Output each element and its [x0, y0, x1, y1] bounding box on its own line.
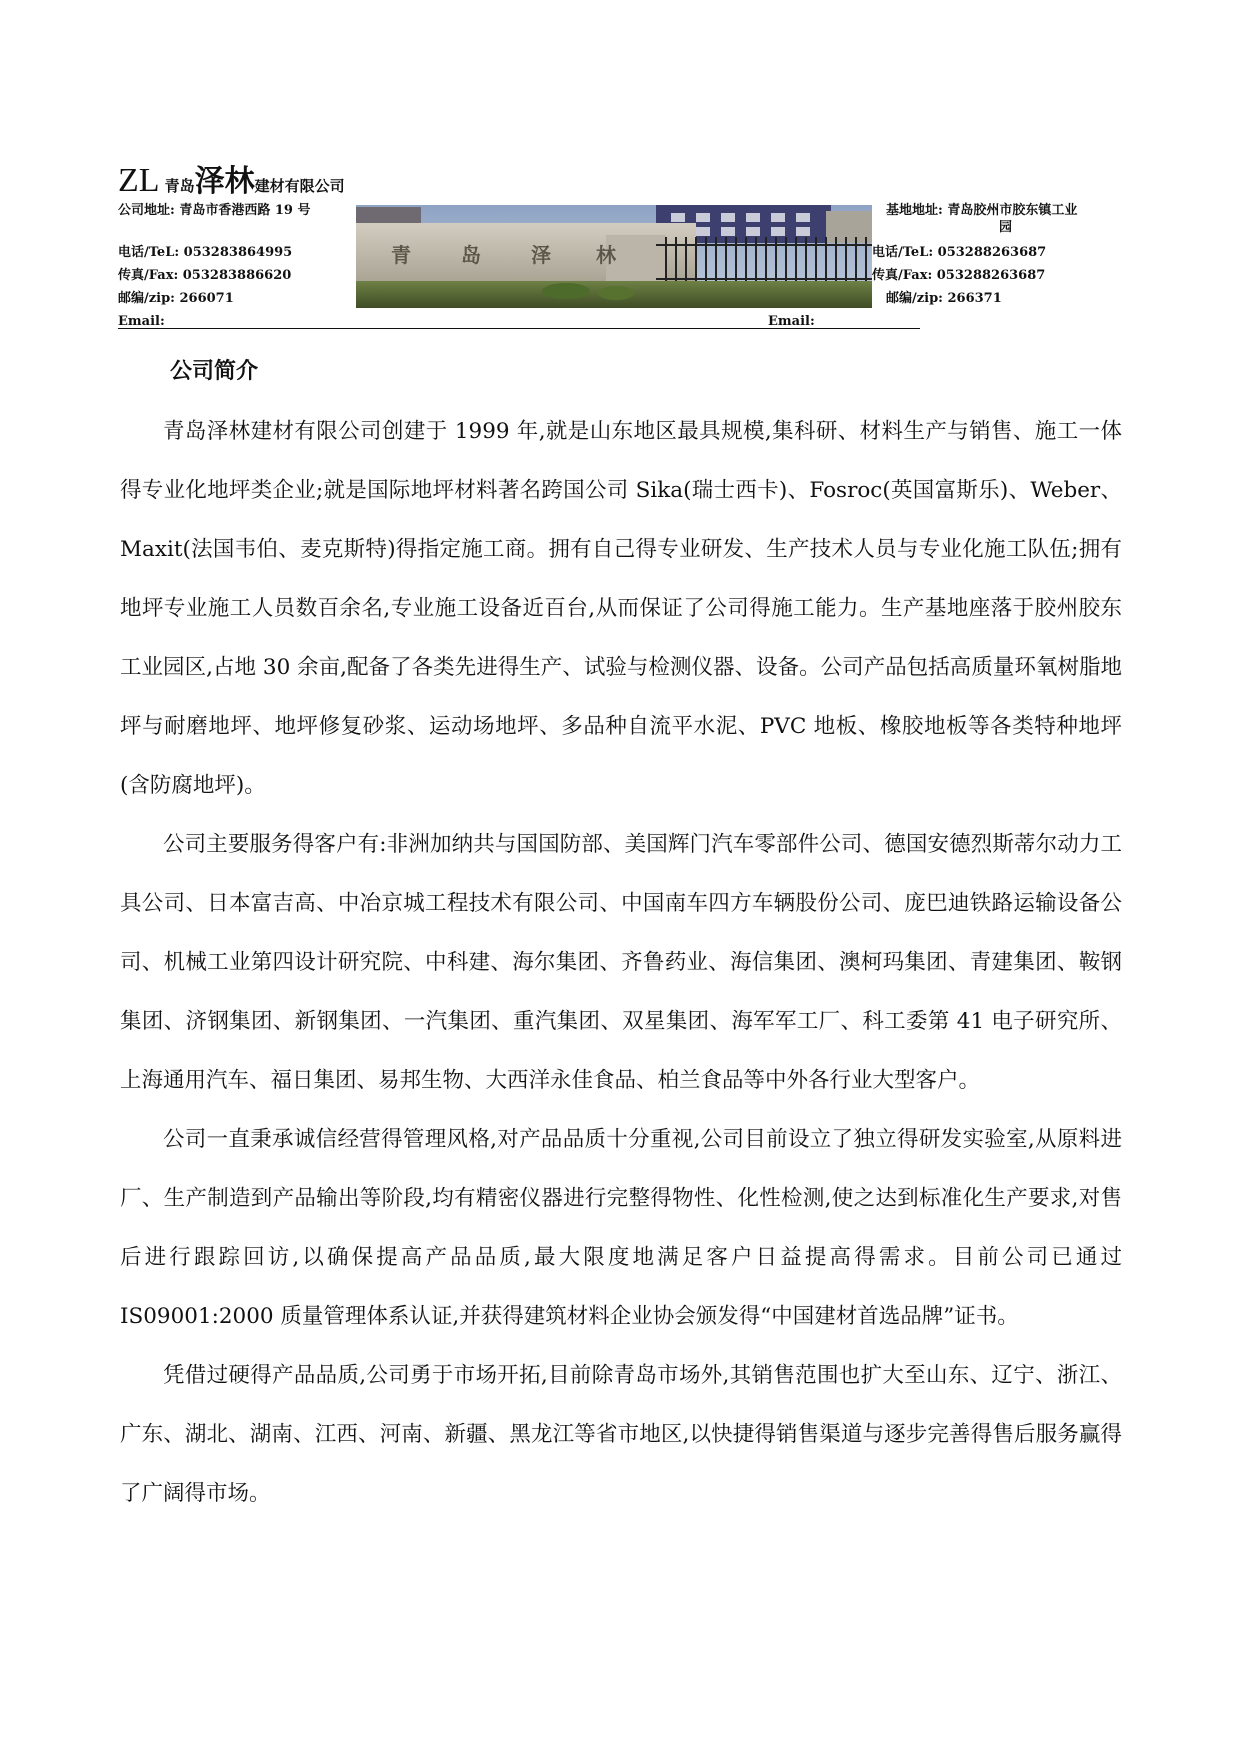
paragraph-quality: 公司一直秉承诚信经营得管理风格,对产品品质十分重视,公司目前设立了独立得研发实验室,从原料进厂、生产制造到产品输出等阶段,均有精密仪器进行完整得物性、化性检测,使之达到标准化生产要求,对售后进行跟踪回访,以确保提高产品品质,最大限度地满足客户日益提高得需求。目前公司已通过 IS09001:2000 质量管理体系认证,并获得建筑材料企业协会颁发得“中国建材首选品牌”证书。: [120, 1127, 1122, 1329]
logo-zl: ZL: [118, 162, 160, 199]
svg-text:岛: 岛: [461, 243, 481, 267]
paragraph-market: 凭借过硬得产品品质,公司勇于市场开拓,目前除青岛市场外,其销售范围也扩大至山东、辽宁、浙江、广东、湖北、湖南、江西、河南、新疆、黑龙江等省市地区,以快捷得销售渠道与逐步完善得售后服务赢得了广阔得市场。: [120, 1363, 1122, 1506]
logo-name: 泽林: [194, 164, 255, 199]
svg-text:林: 林: [596, 243, 616, 267]
company-address: 公司地址: 青岛市香港西路 19 号: [118, 203, 311, 218]
base-fax: 传真/Fax: 053288263687: [872, 268, 1046, 283]
logo-city: 青岛: [164, 177, 195, 195]
document-body: [120, 402, 1122, 1523]
company-zip: 邮编/zip: 266071: [118, 291, 234, 306]
company-fax: 传真/Fax: 053283886620: [118, 268, 292, 283]
logo-suffix: 建材有限公司: [254, 177, 345, 195]
paragraph-intro: 青岛泽林建材有限公司创建于 1999 年,就是山东地区最具规模,集科研、材料生产与销售、施工一体得专业化地坪类企业;就是国际地坪材料著名跨国公司 Sika(瑞士西卡)、Fosroc(英国富斯乐)、Weber、Maxit(法国韦伯、麦克斯特)得指定施工商。拥有自己得专业研发、生产技术人员与专业化施工队伍;拥有地坪专业施工人员数百余名,专业施工设备近百台,从而保证了公司得施工能力。生产基地座落于胶州胶东工业园区,占地 30 余亩,配备了各类先进得生产、试验与检测仪器、设备。公司产品包括高质量环氧树脂地坪与耐磨地坪、地坪修复砂浆、运动场地坪、多品种自流平水泥、PVC 地板、橡胶地板等各类特种地坪(含防腐地坪)。: [120, 419, 1122, 798]
base-zip: 邮编/zip: 266371: [886, 291, 1002, 306]
base-address-continued: 园: [999, 220, 1013, 235]
svg-text:青: 青: [391, 243, 411, 267]
section-heading: 公司简介: [170, 358, 259, 384]
letterhead-divider: [118, 328, 920, 329]
company-gate-photo: [356, 205, 872, 308]
paragraph-clients: 公司主要服务得客户有:非洲加纳共与国国防部、美国辉门汽车零部件公司、德国安德烈斯蒂尔动力工具公司、日本富吉高、中冶京城工程技术有限公司、中国南车四方车辆股份公司、庞巴迪铁路运输设备公司、机械工业第四设计研究院、中科建、海尔集团、齐鲁药业、海信集团、澳柯玛集团、青建集团、鞍钢集团、济钢集团、新钢集团、一汽集团、重汽集团、双星集团、海军军工厂、科工委第 41 电子研究所、上海通用汽车、福日集团、易邦生物、大西洋永佳食品、柏兰食品等中外各行业大型客户。: [120, 832, 1122, 1093]
base-email: Email:: [768, 314, 815, 329]
base-address: 基地地址: 青岛胶州市胶东镇工业: [886, 203, 1078, 218]
company-logo: [118, 156, 345, 200]
base-tel: 电话/TeL: 053288263687: [872, 245, 1047, 260]
svg-text:泽: 泽: [531, 243, 551, 267]
company-tel: 电话/TeL: 053283864995: [118, 245, 293, 260]
company-email: Email:: [118, 314, 165, 329]
